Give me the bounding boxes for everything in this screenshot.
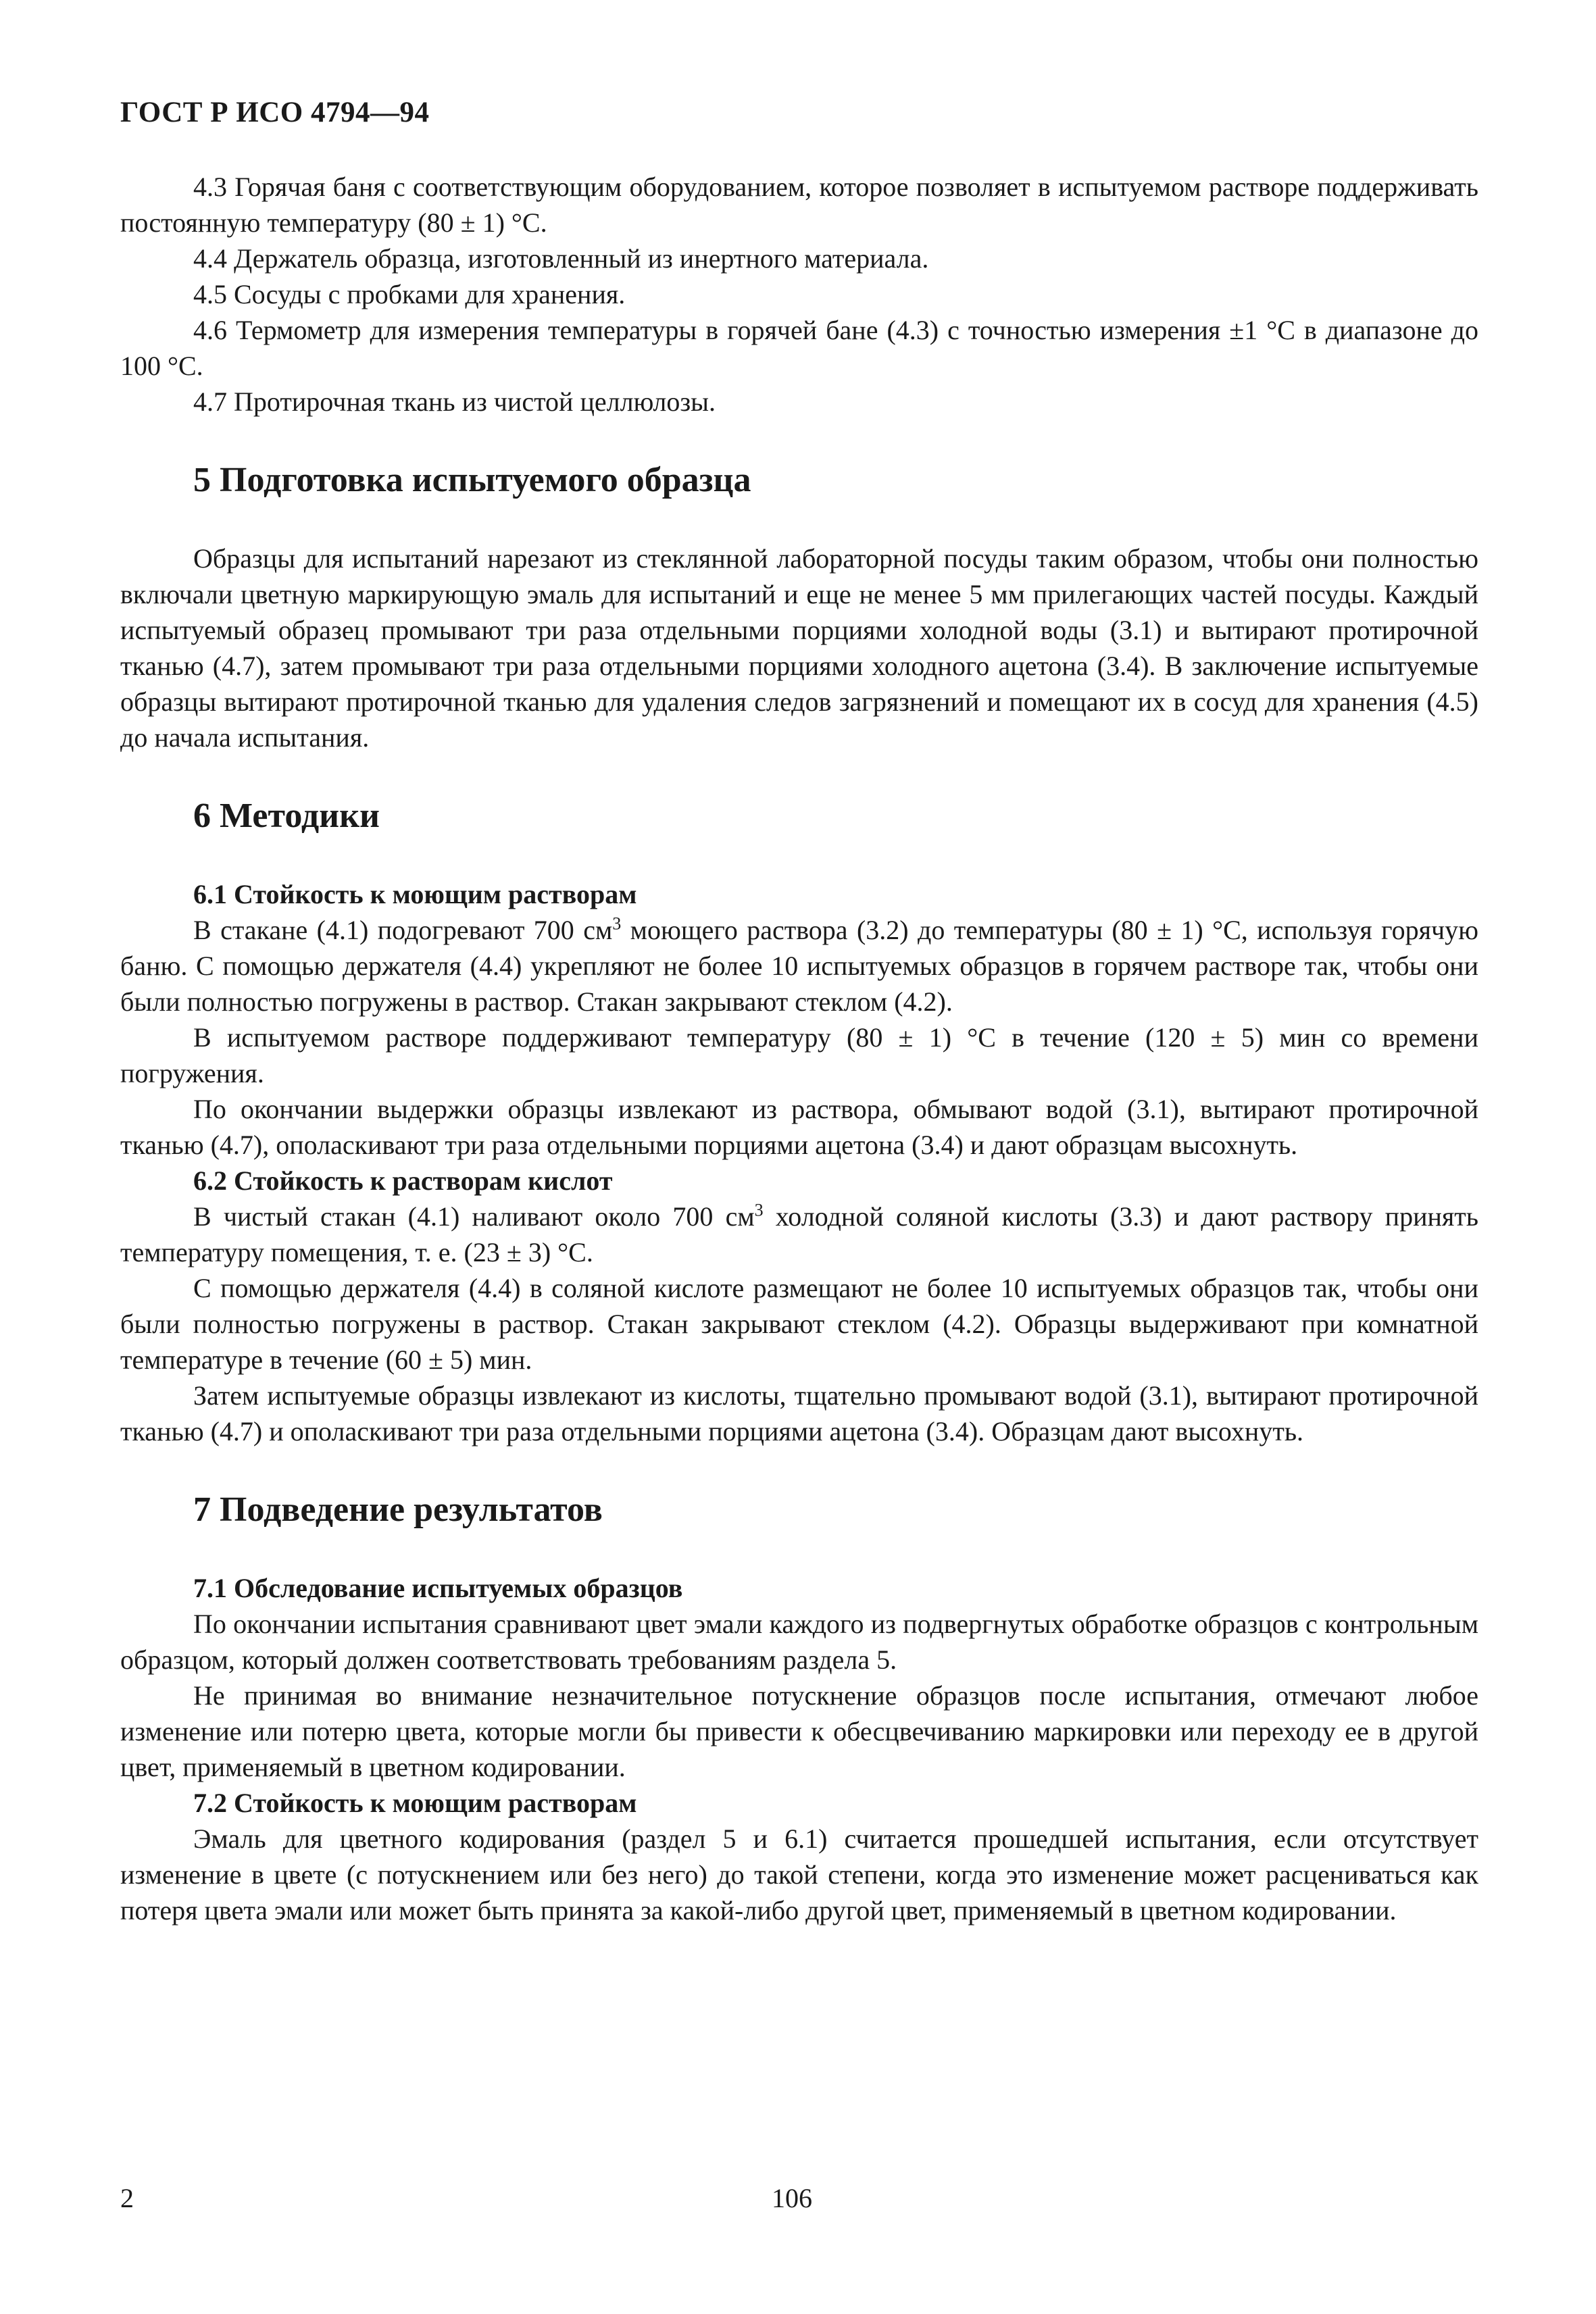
section-5-text: Образцы для испытаний нарезают из стеклянной лабораторной посуды таким образом, чтобы они полностью включали цветную маркирующую эмаль для испытаний и еще не менее 5 мм прилегающих частей посуды. Каждый испытуемый образец промывают три раза отдельными порциями холодной воды (3.1) и вытирают протирочной тканью (4.7), затем промывают три раза отдельными порциями холодного ацетона (3.4). В заключение испытуемые образцы вытирают протирочной тканью для удаления следов загрязнений и помещают их в сосуд для хранения (4.5) до начала испытания. xyxy=(120,543,1478,753)
page-number-left: 2 xyxy=(120,2183,134,2213)
paragraph-6-1-a: В стакане (4.1) подогревают 700 $см^3$ моющего раствора (3.2) до температуры (80 ± 1) °С, используя горячую баню. С помощью держателя (4.4) укрепляют не более 10 испытуемых образцов в горячем растворе так, чтобы они были полностью погружены в раствор. Стакан закрывают стеклом (4.2). xyxy=(120,913,1478,1017)
subsection-7-1-heading: 7.1 Обследование испытуемых образцов xyxy=(193,1573,683,1603)
paragraph-6-2-a: В чистый стакан (4.1) наливают около 700 $см^3$ холодной соляной кислоты (3.3) и дают раствору принять температуру помещения, т. е. (23 ± 3) °С. xyxy=(120,1200,1479,1267)
paragraph-7-2-a: Эмаль для цветного кодирования (раздел 5 и 6.1) считается прошедшей испытания, если отсутствует изменение в цвете (с потускнением или без него) до такой степени, когда это изменение может расцениваться как потеря цвета эмали или может быть принята за какой-либо другой цвет, применяемый в цветном кодировании. xyxy=(120,1823,1478,1926)
paragraph-4-6: 4.6 Термометр для измерения температуры в горячей бане (4.3) с точностью измерения ±1 °С в диапазоне до 100 °С. xyxy=(120,315,1478,381)
paragraph-4-4: 4.4 Держатель образца, изготовленный из инертного материала. xyxy=(193,243,929,274)
paragraph-6-1-c: По окончании выдержки образцы извлекают из раствора, обмывают водой (3.1), вытирают протирочной тканью (4.7), ополаскивают три раза отдельными порциями ацетона (3.4) и дают образцам высохнуть. xyxy=(120,1094,1478,1160)
document-header: ГОСТ Р ИСО 4794—94 xyxy=(120,97,430,128)
paragraph-7-1-a: По окончании испытания сравнивают цвет эмали каждого из подвергнутых обработке образцов с контрольным образцом, который должен соответствовать требованиям раздела 5. xyxy=(120,1609,1478,1675)
paragraph-6-1-b: В испытуемом растворе поддерживают температуру (80 ± 1) °С в течение (120 ± 5) мин со времени погружения. xyxy=(120,1022,1478,1088)
section-6-heading: 6 Методики xyxy=(193,797,380,835)
paragraph-4-5: 4.5 Сосуды с пробками для хранения. xyxy=(193,279,626,309)
section-7-heading: 7 Подведение результатов xyxy=(193,1490,603,1529)
page-number-center: 106 xyxy=(772,2183,812,2213)
subsection-6-1-heading: 6.1 Стойкость к моющим растворам xyxy=(193,879,637,909)
paragraph-6-2-b: С помощью держателя (4.4) в соляной кислоте размещают не более 10 испытуемых образцов так, чтобы они были полностью погружены в раствор. Стакан закрывают стеклом (4.2). Образцы выдерживают при комнатной температуре в течение (60 ± 5) мин. xyxy=(120,1273,1478,1375)
paragraph-4-7: 4.7 Протирочная ткань из чистой целлюлозы. xyxy=(193,386,716,417)
section-5-heading: 5 Подготовка испытуемого образца xyxy=(193,461,751,499)
subsection-6-2-heading: 6.2 Стойкость к растворам кислот xyxy=(193,1165,613,1196)
paragraph-4-3: 4.3 Горячая баня с соответствующим оборудованием, которое позволяет в испытуемом растворе поддерживать постоянную температуру (80 ± 1) °С. xyxy=(120,172,1478,238)
paragraph-7-1-b: Не принимая во внимание незначительное потускнение образцов после испытания, отмечают любое изменение или потерю цвета, которые могли бы привести к обесцвечиванию маркировки или переходу ее в другой цвет, применяемый в цветном кодировании. xyxy=(120,1680,1478,1782)
document-body xyxy=(120,169,1478,1928)
subsection-7-2-heading: 7.2 Стойкость к моющим растворам xyxy=(193,1788,637,1818)
paragraph-6-2-c: Затем испытуемые образцы извлекают из кислоты, тщательно промывают водой (3.1), вытирают протирочной тканью (4.7) и ополаскивают три раза отдельными порциями ацетона (3.4). Образцам дают высохнуть. xyxy=(120,1380,1478,1447)
